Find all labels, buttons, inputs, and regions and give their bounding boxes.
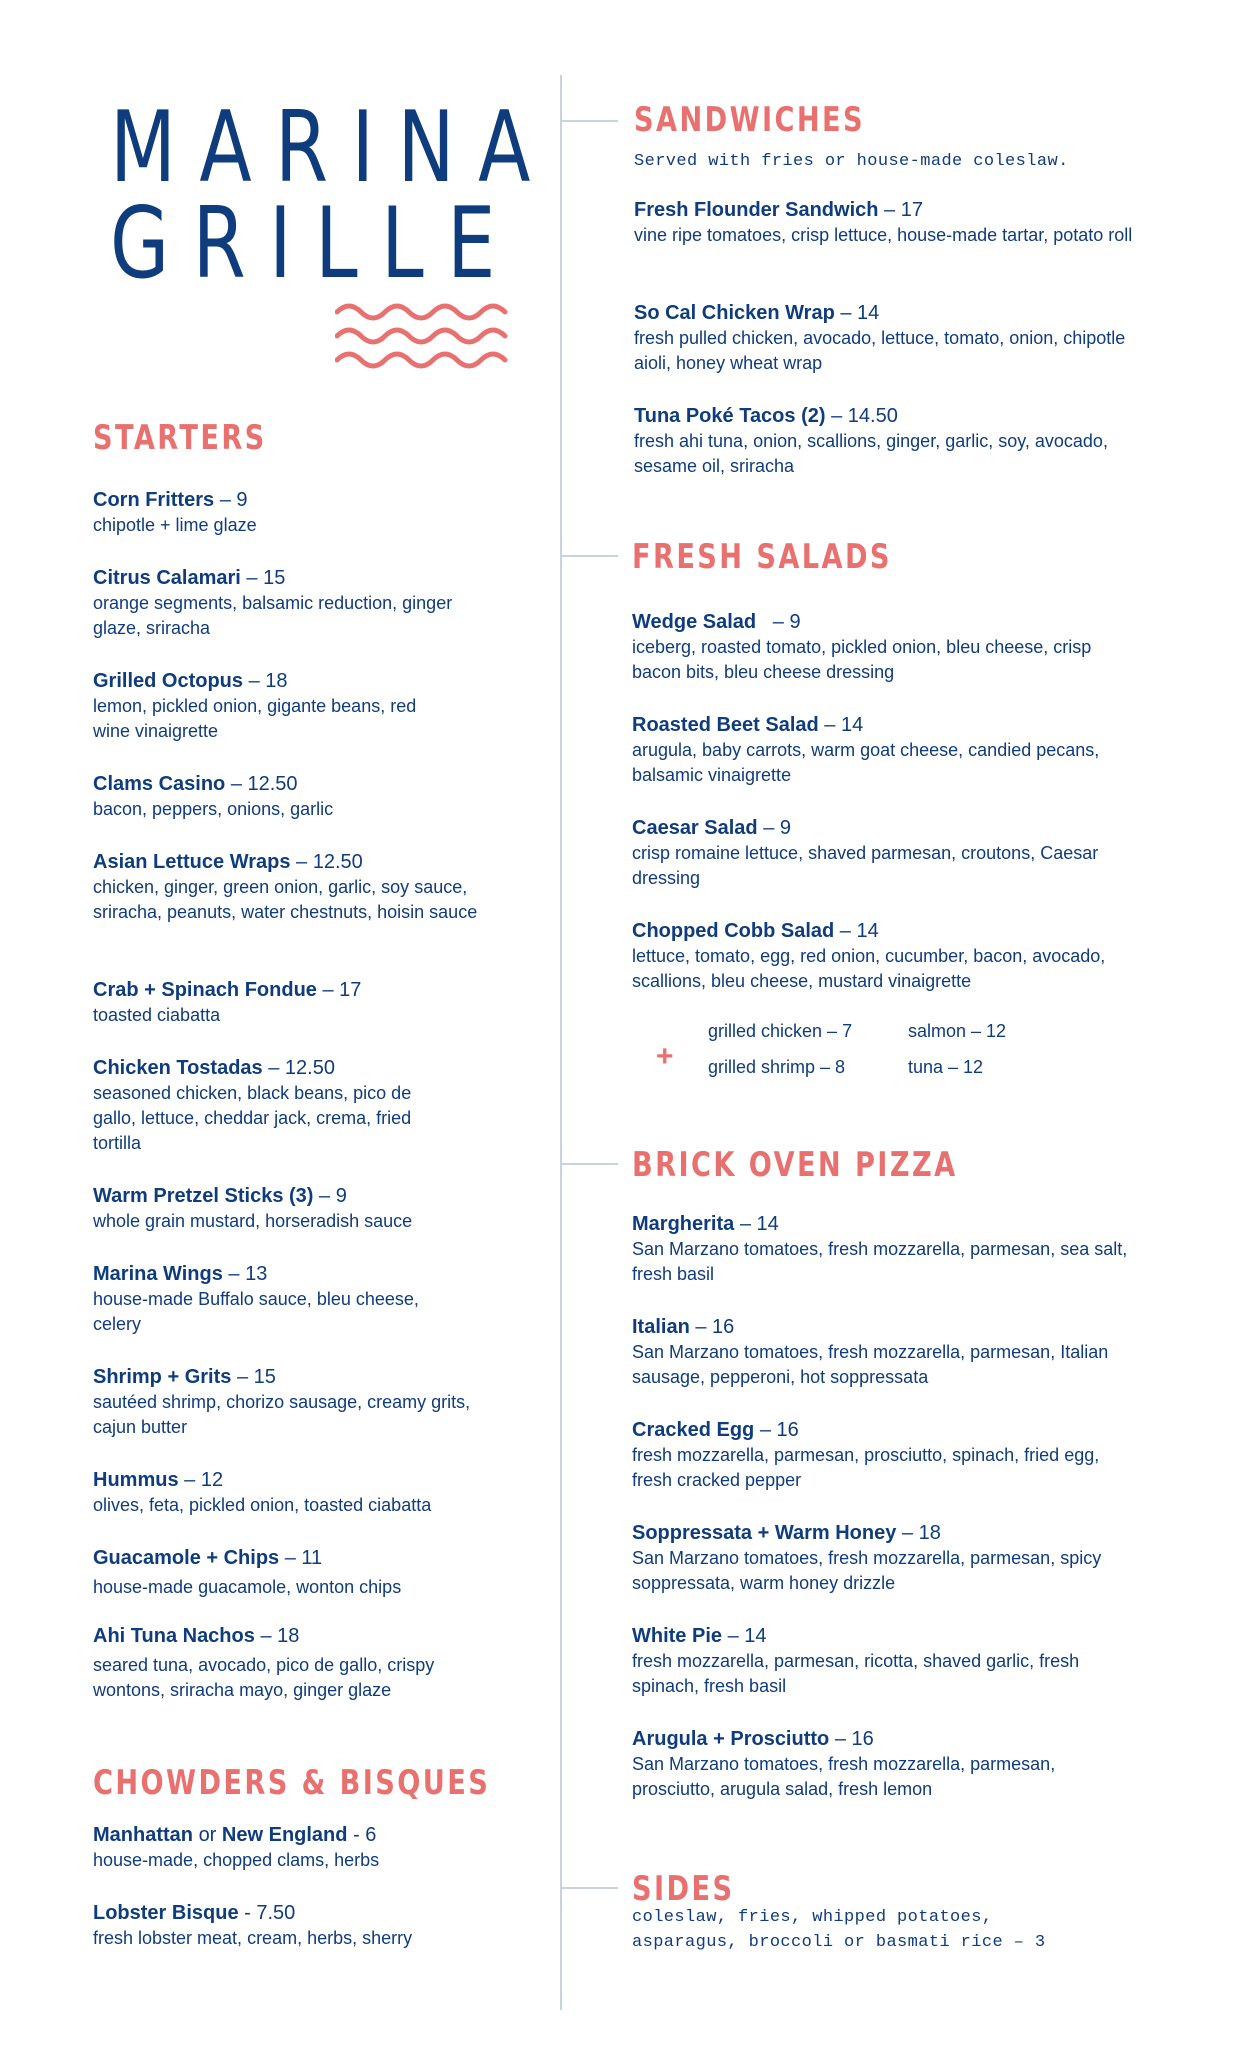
item-description: fresh pulled chicken, avocado, lettuce, tomato, onion, chipotle aioli, honey wheat wrap bbox=[634, 328, 1126, 373]
item-name: Cracked Egg bbox=[632, 1419, 755, 1441]
addon-item: grilled chicken – 7 bbox=[708, 1021, 853, 1041]
item-name: Soppressata + Warm Honey bbox=[632, 1522, 897, 1544]
menu-item bbox=[93, 849, 483, 925]
item-connector: or bbox=[198, 1824, 217, 1846]
menu-item bbox=[93, 1183, 613, 1234]
item-description: fresh mozzarella, parmesan, ricotta, shaved garlic, fresh spinach, fresh basil bbox=[632, 1651, 1080, 1696]
menu-item bbox=[93, 1545, 613, 1600]
item-name: Roasted Beet Salad bbox=[632, 714, 819, 736]
item-name: Caesar Salad bbox=[632, 817, 758, 839]
item-name-2: New England bbox=[221, 1824, 348, 1846]
waves-icon bbox=[335, 300, 515, 372]
item-name: White Pie bbox=[632, 1625, 723, 1647]
item-name: Crab + Spinach Fondue bbox=[93, 979, 317, 1001]
item-name: Tuna Poké Tacos (2) bbox=[634, 405, 826, 427]
item-name: Wedge Salad bbox=[632, 611, 757, 633]
item-name: Ahi Tuna Nachos bbox=[93, 1625, 255, 1647]
item-name: So Cal Chicken Wrap bbox=[634, 302, 835, 324]
item-price: – 12.50 bbox=[230, 773, 298, 795]
item-name: Lobster Bisque bbox=[93, 1902, 239, 1924]
menu-item bbox=[93, 487, 613, 538]
item-description: vine ripe tomatoes, crisp lettuce, house-made tartar, potato roll bbox=[634, 225, 1133, 245]
menu-item bbox=[634, 403, 1134, 479]
menu-item bbox=[93, 1623, 493, 1703]
item-price: – 16 bbox=[834, 1728, 874, 1750]
item-description: San Marzano tomatoes, fresh mozzarella, parmesan, spicy soppressata, warm honey drizzle bbox=[632, 1548, 1102, 1593]
menu-item bbox=[632, 918, 1142, 994]
menu-item bbox=[632, 1314, 1142, 1390]
item-price: – 12.50 bbox=[296, 851, 363, 873]
item-price: – 14 bbox=[739, 1213, 779, 1235]
section-tick-sides bbox=[560, 1887, 618, 1889]
item-price: – 14 bbox=[824, 714, 864, 736]
item-description: toasted ciabatta bbox=[93, 1005, 221, 1025]
item-description: orange segments, balsamic reduction, ginger glaze, sriracha bbox=[93, 593, 453, 638]
addon-item: grilled shrimp – 8 bbox=[708, 1057, 846, 1077]
item-price: – 11 bbox=[284, 1547, 323, 1569]
item-price: – 14 bbox=[727, 1625, 767, 1647]
menu-item bbox=[634, 300, 1144, 376]
menu-item bbox=[93, 1822, 613, 1873]
item-name: Chicken Tostadas bbox=[93, 1057, 263, 1079]
item-name: Clams Casino bbox=[93, 773, 226, 795]
item-description: chipotle + lime glaze bbox=[93, 515, 257, 535]
sandwiches-note: Served with fries or house-made coleslaw. bbox=[634, 152, 1069, 171]
item-description: whole grain mustard, horseradish sauce bbox=[93, 1211, 413, 1231]
item-price: – 15 bbox=[246, 567, 286, 589]
item-price: – 9 bbox=[219, 489, 248, 511]
item-description: crisp romaine lettuce, shaved parmesan, croutons, Caesar dressing bbox=[632, 843, 1099, 888]
item-price: - 7.50 bbox=[244, 1902, 296, 1924]
item-description: house-made, chopped clams, herbs bbox=[93, 1850, 380, 1870]
menu-item bbox=[93, 771, 613, 822]
item-description: seasoned chicken, black beans, pico de gallo, lettuce, cheddar jack, crema, fried tortilla bbox=[93, 1083, 412, 1153]
item-name: Asian Lettuce Wraps bbox=[93, 851, 291, 873]
item-name: Corn Fritters bbox=[93, 489, 215, 511]
item-description: fresh lobster meat, cream, herbs, sherry bbox=[93, 1928, 413, 1948]
item-name: Manhattan bbox=[93, 1824, 193, 1846]
item-name: Guacamole + Chips bbox=[93, 1547, 280, 1569]
item-price: – 16 bbox=[695, 1316, 735, 1338]
item-price: – 9 bbox=[761, 611, 801, 633]
addon-item: tuna – 12 bbox=[908, 1057, 984, 1077]
item-name: Chopped Cobb Salad bbox=[632, 920, 835, 942]
item-price: – 17 bbox=[884, 199, 923, 221]
item-description: fresh mozzarella, parmesan, prosciutto, spinach, fried egg, fresh cracked pepper bbox=[632, 1445, 1100, 1490]
item-price: – 14 bbox=[840, 302, 880, 324]
item-price: - 6 bbox=[353, 1824, 377, 1846]
addon-item: salmon – 12 bbox=[908, 1021, 1007, 1041]
item-price: – 9 bbox=[763, 817, 792, 839]
salads-title: FRESH SALADS bbox=[632, 537, 892, 577]
item-description: seared tuna, avocado, pico de gallo, crispy wontons, sriracha mayo, ginger glaze bbox=[93, 1655, 435, 1700]
item-price: – 12.50 bbox=[268, 1057, 335, 1079]
item-name: Shrimp + Grits bbox=[93, 1366, 232, 1388]
item-name: Warm Pretzel Sticks (3) bbox=[93, 1185, 314, 1207]
item-name: Hummus bbox=[93, 1469, 179, 1491]
item-name: Grilled Octopus bbox=[93, 670, 244, 692]
sandwiches-title: SANDWICHES bbox=[634, 100, 866, 140]
menu-item bbox=[93, 1900, 613, 1951]
item-description: fresh ahi tuna, onion, scallions, ginger, garlic, soy, avocado, sesame oil, sriracha bbox=[634, 431, 1108, 476]
menu-item bbox=[634, 197, 1134, 248]
menu-item bbox=[93, 1261, 423, 1337]
item-description: iceberg, roasted tomato, pickled onion, bleu cheese, crisp bacon bits, bleu cheese dressing bbox=[632, 637, 1092, 682]
item-price: – 13 bbox=[228, 1263, 268, 1285]
logo-line-1: MARINA bbox=[110, 91, 554, 205]
item-description: lettuce, tomato, egg, red onion, cucumber, bacon, avocado, scallions, bleu cheese, mustard vinaigrette bbox=[632, 946, 1106, 991]
menu-item bbox=[632, 609, 1132, 685]
item-name: Citrus Calamari bbox=[93, 567, 241, 589]
item-price: – 18 bbox=[260, 1625, 300, 1647]
item-price: – 14 bbox=[839, 920, 879, 942]
section-tick-sandwiches bbox=[560, 120, 618, 122]
menu-item bbox=[93, 668, 433, 744]
item-price: – 15 bbox=[236, 1366, 276, 1388]
item-name: Italian bbox=[632, 1316, 690, 1338]
restaurant-logo bbox=[110, 91, 554, 301]
item-price: – 12 bbox=[184, 1469, 224, 1491]
item-price: – 17 bbox=[322, 979, 362, 1001]
menu-item bbox=[632, 1211, 1142, 1287]
item-price: – 14.50 bbox=[831, 405, 898, 427]
item-name: Marina Wings bbox=[93, 1263, 223, 1285]
sides-note: coleslaw, fries, whipped potatoes, asparagus, broccoli or basmati rice – 3 bbox=[632, 1908, 1046, 1952]
item-price: – 9 bbox=[319, 1185, 347, 1207]
item-description: sautéed shrimp, chorizo sausage, creamy grits, cajun butter bbox=[93, 1392, 471, 1437]
menu-item bbox=[93, 565, 453, 641]
logo-line-2: GRILLE bbox=[110, 187, 519, 301]
menu-item bbox=[632, 1623, 1132, 1699]
menu-item bbox=[632, 1417, 1132, 1493]
item-description: bacon, peppers, onions, garlic bbox=[93, 799, 334, 819]
item-description: San Marzano tomatoes, fresh mozzarella, parmesan, sea salt, fresh basil bbox=[632, 1239, 1128, 1284]
chowders-title: CHOWDERS & BISQUES bbox=[93, 1763, 491, 1803]
addon-plus-icon: + bbox=[656, 1040, 674, 1073]
pizza-title: BRICK OVEN PIZZA bbox=[632, 1145, 958, 1185]
item-name: Fresh Flounder Sandwich bbox=[634, 199, 879, 221]
menu-item bbox=[93, 1467, 613, 1518]
item-description: San Marzano tomatoes, fresh mozzarella, parmesan, Italian sausage, pepperoni, hot soppressata bbox=[632, 1342, 1109, 1387]
menu-item bbox=[632, 1520, 1142, 1596]
menu-item bbox=[93, 1055, 453, 1156]
starters-title: STARTERS bbox=[93, 418, 267, 458]
item-description: house-made guacamole, wonton chips bbox=[93, 1577, 402, 1597]
section-tick-pizza bbox=[560, 1163, 618, 1165]
item-description: olives, feta, pickled onion, toasted ciabatta bbox=[93, 1495, 432, 1515]
menu-item bbox=[632, 815, 1132, 891]
item-name: Arugula + Prosciutto bbox=[632, 1728, 830, 1750]
column-divider bbox=[560, 75, 562, 2010]
item-price: – 16 bbox=[759, 1419, 799, 1441]
menu-item bbox=[93, 1364, 493, 1440]
menu-item bbox=[632, 1726, 1142, 1802]
item-description: house-made Buffalo sauce, bleu cheese, celery bbox=[93, 1289, 419, 1334]
item-description: lemon, pickled onion, gigante beans, red wine vinaigrette bbox=[93, 696, 417, 741]
menu-item bbox=[93, 977, 613, 1028]
item-name: Margherita bbox=[632, 1213, 735, 1235]
item-price: – 18 bbox=[248, 670, 288, 692]
item-description: arugula, baby carrots, warm goat cheese, candied pecans, balsamic vinaigrette bbox=[632, 740, 1100, 785]
section-tick-salads bbox=[560, 555, 618, 557]
item-price: – 18 bbox=[901, 1522, 941, 1544]
menu-item bbox=[632, 712, 1132, 788]
item-description: chicken, ginger, green onion, garlic, soy sauce, sriracha, peanuts, water chestnuts, hoisin sauce bbox=[93, 877, 478, 922]
item-description: San Marzano tomatoes, fresh mozzarella, parmesan, prosciutto, arugula salad, fresh lemon bbox=[632, 1754, 1056, 1799]
sides-title: SIDES bbox=[632, 1869, 735, 1909]
